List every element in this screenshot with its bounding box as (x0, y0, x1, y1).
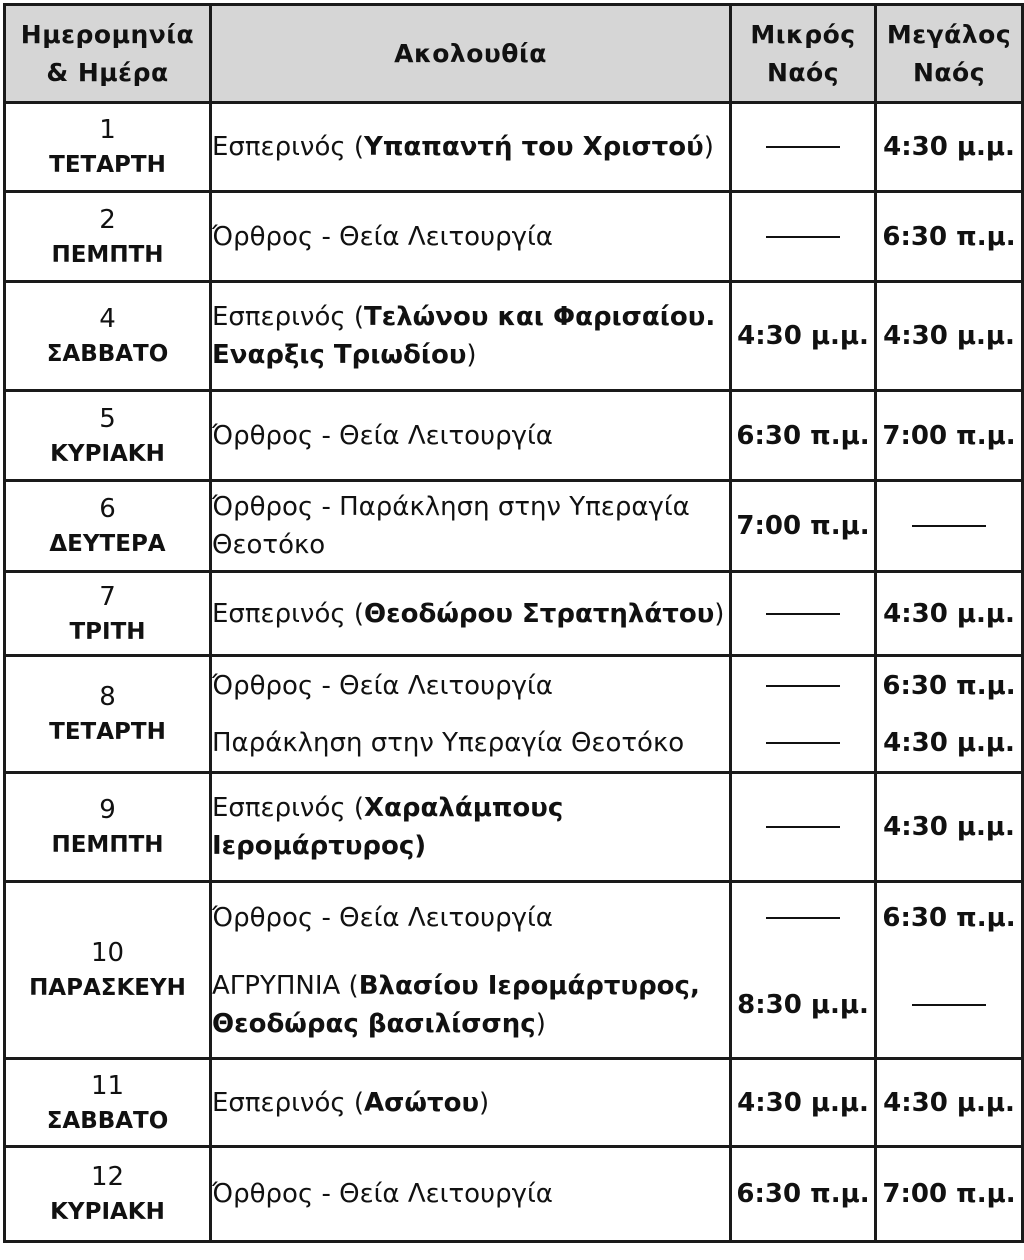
date-cell (5, 1147, 211, 1242)
small-church-time-cell (731, 391, 876, 481)
day-number: 1 (99, 115, 116, 145)
big-church-time-cell (876, 1147, 1023, 1242)
small-church-time: 6:30 π.μ. (736, 420, 870, 451)
service-name: Όρθρος - Θεία Λειτουργία (212, 420, 553, 451)
service-text (212, 899, 553, 937)
service-entry (212, 1175, 729, 1213)
service-text (212, 1084, 489, 1122)
date-cell (5, 882, 211, 1059)
small-church-time-slot (732, 953, 874, 1057)
service-name: ΑΓΡΥΠΝΙΑ ( (212, 971, 359, 1001)
day-number: 7 (99, 581, 116, 612)
table-header (5, 5, 1023, 103)
big-church-time: 4:30 μ.μ. (883, 132, 1015, 162)
service-feast: Θεοδώρου Στρατηλάτου (364, 598, 715, 629)
service-cell (211, 882, 731, 1059)
big-church-time-slot (877, 657, 1021, 715)
big-church-time: 4:30 μ.μ. (883, 1087, 1015, 1118)
service-suffix: ) (466, 340, 477, 370)
small-church-time-cell (731, 656, 876, 773)
big-church-time-cell (876, 882, 1023, 1059)
service-entry (212, 128, 729, 166)
no-service-dash (766, 742, 840, 744)
service-cell (211, 481, 731, 572)
big-church-time: 7:00 π.μ. (882, 1179, 1016, 1209)
service-text (212, 298, 729, 374)
day-number: 12 (90, 1162, 125, 1192)
service-name: Παράκληση στην Υπεραγία Θεοτόκο (212, 728, 685, 758)
service-text (212, 667, 553, 705)
small-church-time-slot (732, 826, 874, 828)
big-church-time-slot (877, 715, 1021, 771)
big-church-time-cell (876, 103, 1023, 192)
small-church-time: 8:30 μ.μ. (737, 990, 869, 1020)
small-church-time: 4:30 μ.μ. (737, 321, 869, 351)
date-cell (5, 391, 211, 481)
no-service-dash (766, 146, 840, 148)
service-cell (211, 192, 731, 282)
big-church-time-cell (876, 1059, 1023, 1147)
service-suffix: ) (703, 132, 714, 162)
service-text (212, 967, 729, 1043)
no-service-dash (766, 826, 840, 828)
small-church-time-cell (731, 882, 876, 1059)
small-church-time-cell (731, 192, 876, 282)
service-cell (211, 1059, 731, 1147)
day-number: 9 (99, 795, 116, 825)
day-name: ΚΥΡΙΑΚΗ (50, 440, 165, 467)
big-church-time: 4:30 μ.μ. (883, 812, 1015, 842)
header-big-church: Μεγάλος Ναός (876, 5, 1023, 103)
big-church-time-cell (876, 192, 1023, 282)
service-entry (212, 218, 729, 256)
day-number: 8 (99, 682, 116, 712)
small-church-time-cell (731, 481, 876, 572)
small-church-time-slot (732, 321, 874, 351)
service-text (212, 128, 714, 166)
no-service-dash (766, 236, 840, 238)
table-row (5, 773, 1023, 882)
service-entry (212, 657, 729, 715)
no-service-dash (766, 917, 840, 919)
day-number: 6 (99, 494, 116, 524)
service-feast: Ασώτου (364, 1087, 479, 1118)
small-church-time-slot (732, 883, 874, 953)
service-entry (212, 595, 729, 633)
service-name: Όρθρος - Θεία Λειτουργία (212, 221, 553, 252)
service-cell (211, 1147, 731, 1242)
service-cell (211, 282, 731, 391)
day-name: ΠΕΜΠΤΗ (51, 241, 164, 268)
big-church-time-slot (877, 421, 1021, 451)
table-row (5, 391, 1023, 481)
big-church-time-slot (877, 599, 1021, 629)
big-church-time: 6:30 π.μ. (882, 671, 1016, 701)
service-feast: Βλασίου Ιερομάρτυρος, Θεοδώρας βασιλίσσης (212, 971, 700, 1039)
service-entry (212, 1084, 729, 1122)
small-church-time: 7:00 π.μ. (736, 511, 870, 541)
service-entry (212, 953, 729, 1057)
service-name: Όρθρος - Θεία Λειτουργία (212, 1179, 553, 1209)
service-text (212, 595, 724, 633)
day-number: 5 (99, 403, 116, 434)
service-cell (211, 103, 731, 192)
table-row (5, 282, 1023, 391)
big-church-time-slot (877, 132, 1021, 162)
small-church-time-cell (731, 773, 876, 882)
service-entry (212, 488, 729, 564)
service-suffix: ) (714, 598, 725, 629)
day-name: ΤΕΤΑΡΤΗ (49, 719, 166, 745)
date-cell (5, 481, 211, 572)
service-text (212, 417, 553, 455)
small-church-time-cell (731, 1059, 876, 1147)
small-church-time: 4:30 μ.μ. (737, 1087, 869, 1118)
date-cell (5, 192, 211, 282)
big-church-time-cell (876, 656, 1023, 773)
services-schedule-table (3, 3, 1024, 1243)
service-text (212, 724, 684, 762)
no-service-dash (912, 1004, 986, 1006)
big-church-time-slot (877, 1179, 1021, 1209)
service-entry (212, 298, 729, 374)
service-entry (212, 789, 729, 865)
header-small-church: Μικρός Ναός (731, 5, 876, 103)
table-body (5, 103, 1023, 1242)
big-church-time-slot (877, 222, 1021, 252)
day-number: 11 (90, 1070, 125, 1101)
date-cell (5, 656, 211, 773)
day-name: ΔΕΥΤΕΡΑ (49, 531, 166, 557)
date-cell (5, 572, 211, 656)
table-row (5, 1147, 1023, 1242)
big-church-time: 7:00 π.μ. (882, 420, 1016, 451)
big-church-time-cell (876, 773, 1023, 882)
big-church-time-slot (877, 321, 1021, 351)
small-church-time-slot (732, 511, 874, 541)
big-church-time-cell (876, 282, 1023, 391)
big-church-time-cell (876, 481, 1023, 572)
service-cell (211, 773, 731, 882)
day-name: ΚΥΡΙΑΚΗ (50, 1199, 165, 1225)
big-church-time: 6:30 π.μ. (882, 903, 1016, 933)
small-church-time-slot (732, 715, 874, 771)
small-church-time-slot (732, 1179, 874, 1209)
service-name: Όρθρος - Θεία Λειτουργία (212, 903, 553, 933)
date-cell (5, 1059, 211, 1147)
table-row (5, 882, 1023, 1059)
big-church-time-cell (876, 391, 1023, 481)
big-church-time-slot (877, 525, 1021, 527)
small-church-time-slot (732, 657, 874, 715)
day-number: 10 (90, 938, 125, 968)
service-text (212, 488, 729, 564)
day-number: 4 (99, 304, 116, 334)
day-name: ΤΕΤΑΡΤΗ (49, 152, 166, 178)
table-row (5, 1059, 1023, 1147)
service-text (212, 1175, 553, 1213)
no-service-dash (766, 685, 840, 687)
small-church-time-slot (732, 1088, 874, 1118)
big-church-time-slot (877, 812, 1021, 842)
day-name: ΠΑΡΑΣΚΕΥΗ (29, 975, 186, 1001)
service-suffix: ) (479, 1087, 490, 1118)
small-church-time-cell (731, 103, 876, 192)
small-church-time-slot (732, 613, 874, 615)
service-entry (212, 417, 729, 455)
table-row (5, 103, 1023, 192)
service-text (212, 218, 553, 256)
service-feast: Τελώνου και Φαρισαίου. Εναρξις Τριωδίου (212, 302, 716, 370)
small-church-time-cell (731, 282, 876, 391)
small-church-time-slot (732, 236, 874, 238)
date-cell (5, 103, 211, 192)
table-row (5, 192, 1023, 282)
small-church-time-cell (731, 1147, 876, 1242)
date-cell (5, 282, 211, 391)
day-number: 2 (99, 204, 116, 235)
no-service-dash (766, 613, 840, 615)
service-feast: Χαραλάμπους Ιερομάρτυρος) (212, 793, 564, 861)
service-text (212, 789, 729, 865)
day-name: ΣΑΒΒΑΤΟ (46, 1107, 169, 1134)
service-entry (212, 883, 729, 953)
day-name: ΠΕΜΠΤΗ (51, 832, 164, 858)
day-name: ΣΑΒΒΑΤΟ (46, 341, 169, 367)
small-church-time-cell (731, 572, 876, 656)
service-name: Εσπερινός ( (212, 793, 365, 823)
small-church-time-slot (732, 146, 874, 148)
big-church-time-cell (876, 572, 1023, 656)
service-name: Εσπερινός ( (212, 302, 365, 332)
big-church-time: 4:30 μ.μ. (883, 598, 1015, 629)
table-row (5, 656, 1023, 773)
service-suffix: ) (535, 1009, 546, 1039)
header-row (5, 5, 1023, 103)
service-entry (212, 715, 729, 771)
service-name: Όρθρος - Θεία Λειτουργία (212, 671, 553, 701)
header-date-day: Ημερομηνία & Ημέρα (5, 5, 211, 103)
service-cell (211, 572, 731, 656)
service-feast: Υπαπαντή του Χριστού (364, 132, 704, 162)
no-service-dash (912, 525, 986, 527)
table-row (5, 572, 1023, 656)
day-name: ΤΡΙΤΗ (69, 618, 146, 645)
service-name: Εσπερινός ( (212, 132, 365, 162)
table-row (5, 481, 1023, 572)
big-church-time-slot (877, 883, 1021, 953)
big-church-time: 6:30 π.μ. (882, 221, 1016, 252)
small-church-time-slot (732, 421, 874, 451)
big-church-time-slot (877, 953, 1021, 1057)
big-church-time: 4:30 μ.μ. (883, 321, 1015, 351)
service-name: Εσπερινός ( (212, 1087, 365, 1118)
service-cell (211, 656, 731, 773)
service-cell (211, 391, 731, 481)
big-church-time-slot (877, 1088, 1021, 1118)
service-name: Όρθρος - Παράκληση στην Υπεραγία Θεοτόκο (212, 492, 690, 560)
big-church-time: 4:30 μ.μ. (883, 728, 1015, 758)
service-name: Εσπερινός ( (212, 598, 365, 629)
header-service: Ακολουθία (211, 5, 731, 103)
date-cell (5, 773, 211, 882)
small-church-time: 6:30 π.μ. (736, 1179, 870, 1209)
